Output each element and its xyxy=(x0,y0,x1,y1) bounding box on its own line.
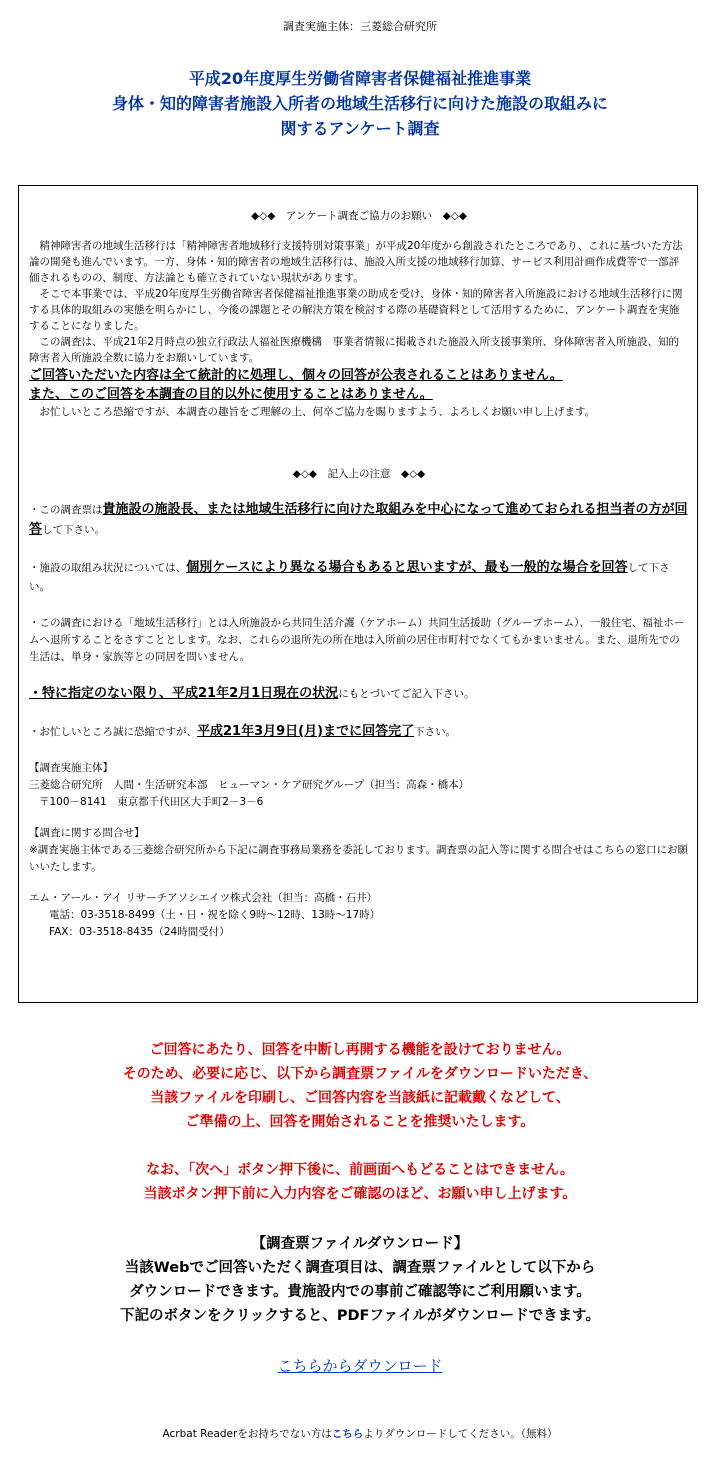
warning-line: 当該ボタン押下前に入力内容をご確認のほど、お願い申し上げます。 xyxy=(143,1186,577,1202)
agency-fax: FAX：03-3518-8435（24時間受付） xyxy=(49,926,230,938)
agency-phone: 電話：03-3518-8499（土・日・祝を除く9時～12時、13時～17時） xyxy=(49,909,381,921)
note-respondent xyxy=(29,500,689,540)
note-definition: ・この調査における「地域生活移行」とは入所施設から共同生活介護（ケアホーム）共同生活援助（グループホーム）、一般住宅、福祉ホームへ退所することをさすこととします。なお、これらの退所先の所在地は入所前の居住市町村でなくてもかまいません。また、退所先での生活は、単身・家族等との同居を問いません。 xyxy=(29,617,685,663)
note-text: 下さい。 xyxy=(414,726,457,738)
warning-line: そのため、必要に応じ、以下から調査票ファイルをダウンロードいただき、 xyxy=(122,1066,598,1082)
warning-line: ご準備の上、回答を開始されることを推奨いたします。 xyxy=(185,1114,535,1130)
note-emphasis: 平成21年3月9日(月)までに回答完了 xyxy=(197,724,415,739)
survey-info-box xyxy=(18,185,698,1003)
title-line-1: 平成20年度厚生労働省障害者保健福祉推進事業 xyxy=(188,69,532,88)
agency-contact xyxy=(29,890,689,941)
answer-warning xyxy=(0,1038,720,1206)
download-text: 当該Webでご回答いただく調査項目は、調査票ファイルとして以下から xyxy=(124,1260,596,1276)
request-paragraph-3: この調査は、平成21年2月時点の独立行政法人福祉医療機構 事業者情報に掲載された施設入所支援事業所、身体障害者入所施設、知的障害者入所施設全数に協力をお願いしています。 xyxy=(29,336,680,364)
footer-note xyxy=(0,1426,720,1441)
note-text: にもとづいてご記入下さい。 xyxy=(338,688,475,700)
request-paragraph-2: そこで本事業では、平成20年度厚生労働省障害者保健福祉推進事業の助成を受け、身体・知的障害者入所施設における地域生活移行に関する具体的取組みの実態を明らかにし、今後の課題とその解決方策を検討する際の基礎資料として活用するために、アンケート調査を実施することになりました。 xyxy=(29,288,683,332)
title-line-2: 身体・知的障害者施設入所者の地域生活移行に向けた施設の取組みに xyxy=(111,94,608,113)
title-line-3: 関するアンケート調査 xyxy=(280,119,440,138)
note-general-case xyxy=(29,558,689,597)
note-emphasis: 個別ケースにより異なる場合もあると思いますが、最も一般的な場合を回答 xyxy=(186,560,628,575)
acrobat-download-link[interactable]: こちら xyxy=(331,1428,364,1440)
note-deadline xyxy=(29,722,689,742)
agency-name: エム・アール・アイ リサーチアソシエイツ株式会社（担当：高橋・石井） xyxy=(29,892,378,904)
warning-line: 当該ファイルを印刷し、ご回答内容を当該紙に記載戴くなどして、 xyxy=(150,1090,570,1106)
note-emphasis: 貴施設の施設長、または地域生活移行に向けた取組みを中心になって進めておられる担当者の方が回答 xyxy=(29,502,688,537)
download-heading: 【調査票ファイルダウンロード】 xyxy=(251,1236,469,1252)
download-link[interactable]: こちらからダウンロード xyxy=(277,1357,443,1375)
download-text: 下記のボタンをクリックすると、PDFファイルがダウンロードできます。 xyxy=(119,1308,601,1324)
download-link-row xyxy=(0,1355,720,1376)
request-heading: ◆◇◆ アンケート調査ご協力のお願い ◆◇◆ xyxy=(251,210,467,222)
inquiry-contact xyxy=(29,825,689,876)
organizer-address: 〒100－8141 東京都千代田区大手町2－3－6 xyxy=(39,796,264,808)
organizer-contact xyxy=(29,760,689,811)
note-text: ・施設の取組み状況については、 xyxy=(29,562,187,574)
privacy-notice-1: ご回答いただいた内容は全て統計的に処理し、個々の回答が公表されることはありません。 xyxy=(29,368,563,383)
notes-heading: ◆◇◆ 記入上の注意 ◆◇◆ xyxy=(292,468,426,480)
warning-line: なお、「次へ」ボタン押下後に、前画面へもどることはできません。 xyxy=(146,1162,574,1178)
note-reference-date xyxy=(29,684,689,704)
request-paragraph-4: お忙しいところ恐縮ですが、本調査の趣旨をご理解の上、何卒ご協力を賜りますよう、よろしくお願い申し上げます。 xyxy=(29,406,596,418)
sponsor-label: 調査実施主体：三菱総合研究所 xyxy=(283,20,437,33)
note-text: ・お忙しいところ誠に恐縮ですが、 xyxy=(29,726,197,738)
note-text: して下さい。 xyxy=(29,562,670,593)
download-section xyxy=(0,1232,720,1328)
page-title xyxy=(0,66,720,141)
warning-line: ご回答にあたり、回答を中断し再開する機能を設けておりません。 xyxy=(149,1042,571,1058)
footer-text: Acrbat Readerをお持ちでない方は xyxy=(162,1428,332,1440)
download-text: ダウンロードできます。貴施設内での事前ご確認等にご利用願います。 xyxy=(129,1284,591,1300)
inquiry-text: ※調査実施主体である三菱総合研究所から下記に調査事務局業務を委託しております。調査票の記入等に関する問合せはこちらの窓口にお願いいたします。 xyxy=(29,844,688,873)
note-emphasis: ・特に指定のない限り、平成21年2月1日現在の状況 xyxy=(29,686,339,701)
organizer-heading: 【調査実施主体】 xyxy=(29,762,113,774)
note-text: して下さい。 xyxy=(42,524,106,536)
inquiry-heading: 【調査に関する問合せ】 xyxy=(29,827,145,839)
footer-text: よりダウンロードしてください。（無料） xyxy=(363,1428,558,1440)
request-paragraph-1: 精神障害者の地域生活移行は「精神障害者地域移行支援特別対策事業」が平成20年度から創設されたところであり、これに基づいた方法論の開発も進んでいます。一方、身体・知的障害者の地域生活移行は、施設入所支援の地域移行加算、サービス利用計画作成費等で一部評価されるものの、制度、方法論とも確立されていない現状があります。 xyxy=(29,240,683,284)
privacy-notice-2: また、このご回答を本調査の目的以外に使用することはありません。 xyxy=(29,387,433,402)
note-text: ・この調査票は xyxy=(29,504,103,516)
organizer-name: 三菱総合研究所 人間・生活研究本部 ヒューマン・ケア研究グループ（担当：高森・橋本） xyxy=(29,779,470,791)
